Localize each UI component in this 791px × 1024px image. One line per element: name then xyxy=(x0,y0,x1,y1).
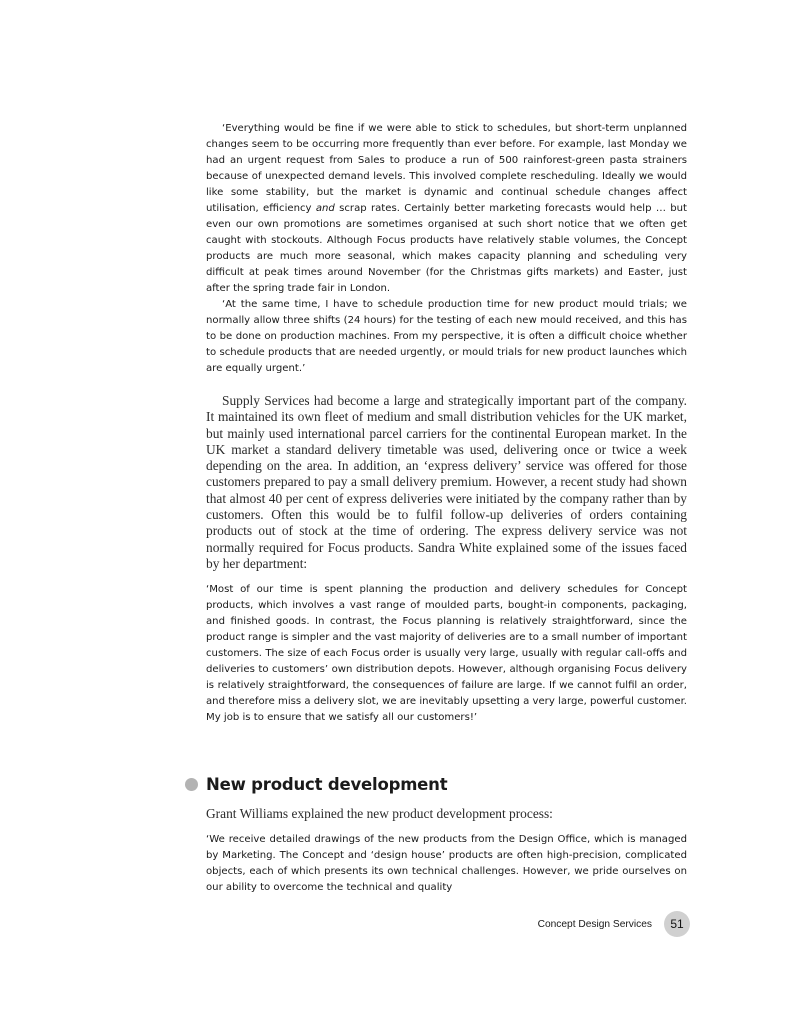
body-paragraph-npd xyxy=(206,806,687,822)
quote-block-supply xyxy=(206,582,687,726)
quote-paragraph: ‘We receive detailed drawings of the new products from the Design Office, which is managed by Marketing. The Concept and ‘design house’ products are often high-precision, complicated objects, each of which presents its own technical challenges. However, we pride ourselves on our ability to overcome the technical and quality xyxy=(206,834,687,893)
heading-bullet-icon xyxy=(185,778,198,791)
quote-text-continued: scrap rates. Certainly better marketing forecasts would help … but even our own promotions are sometimes organised at such short notice that we often get caught with stockouts. Although Focus products have relatively stable volumes, the Concept products are much more seasonal, which makes capacity planning and scheduling very difficult at peak times around November (for the Christmas gifts markets) and Easter, just after the spring trade fair in London. xyxy=(206,203,687,294)
body-paragraph-supply-services xyxy=(206,393,687,572)
quote-paragraph: ‘At the same time, I have to schedule production time for new product mould trials; we normally allow three shifts (24 hours) for the testing of each new mould received, and this has to be done on production machines. From my perspective, it is often a difficult choice whether to schedule products that are needed urgently, or mould trials for new product launches which are equally urgent.’ xyxy=(206,299,687,374)
quote-paragraph: ‘Most of our time is spent planning the production and delivery schedules for Concept products, which involves a vast range of moulded parts, bought-in components, packaging, and finished goods. In contrast, the Focus planning is relatively straightforward, since the product range is simpler and the vast majority of deliveries are to a small number of important customers. The size of each Focus order is usually very large, usually with regular call-offs and deliveries to customers’ own distribution depots. However, although organising Focus delivery is relatively straightforward, the consequences of failure are large. If we cannot fulfil an order, and therefore miss a delivery slot, we are inevitably upsetting a very large, powerful customer. My job is to ensure that we satisfy all our customers!’ xyxy=(206,584,687,723)
quote-block-npd xyxy=(206,832,687,896)
quote-emphasis: and xyxy=(315,203,335,214)
page-footer xyxy=(520,911,690,937)
body-text: Grant Williams explained the new product development process: xyxy=(206,806,553,821)
running-title: Concept Design Services xyxy=(537,918,652,930)
section-heading xyxy=(185,770,447,798)
quote-paragraph xyxy=(206,121,687,297)
page-number: 51 xyxy=(664,911,690,937)
body-text: Supply Services had become a large and strategically important part of the company. It maintained its own fleet of medium and small distribution vehicles for the UK market, but mainly used international parcel carriers for the continental European market. In the UK market a standard delivery timetable was used, delivering once or twice a week depending on the area. In addition, an ‘express delivery’ service was offered for those customers prepared to pay a small delivery premium. However, a recent study had shown that almost 40 per cent of express deliveries were initiated by the company rather than by customers. Often this would be to fulfil follow-up deliveries of orders containing products out of stock at the time of ordering. The express delivery service was not normally required for Focus products. Sandra White explained some of the issues faced by her department: xyxy=(206,393,687,571)
quote-block-scheduling xyxy=(206,121,687,377)
section-heading-text: New product development xyxy=(206,774,448,794)
quote-text: ‘Everything would be fine if we were able to stick to schedules, but short-term unplanned changes seem to be occurring more frequently than ever before. For example, last Monday we had an urgent request from Sales to produce a run of 500 rainforest-green pasta strainers because of unexpected demand levels. This involved complete rescheduling. Ideally we would like some stability, but the market is dynamic and continual schedule changes affect utilisation, efficiency xyxy=(206,123,687,214)
